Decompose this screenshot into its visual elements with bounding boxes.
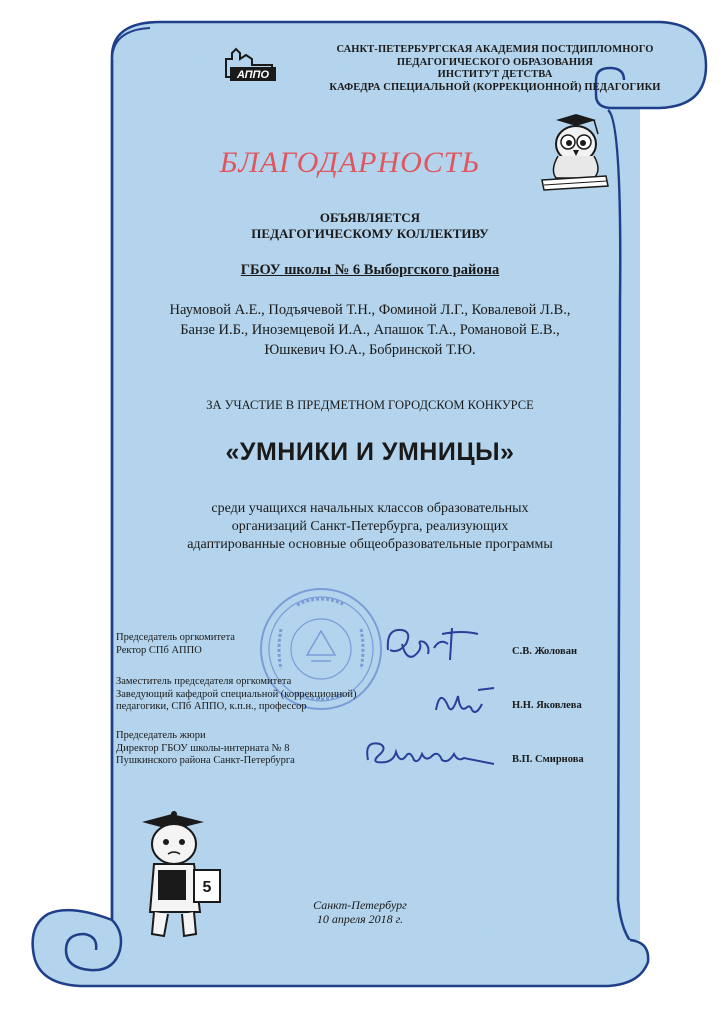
- announcement-line: ОБЪЯВЛЯЕТСЯ: [319, 210, 421, 225]
- participation-text: ЗА УЧАСТИЕ В ПРЕДМЕТНОМ ГОРОДСКОМ КОНКУРСЕ: [206, 398, 534, 412]
- contest-description: [120, 500, 620, 554]
- logo-text: АППО: [236, 69, 270, 81]
- date: 10 апреля 2018 г.: [316, 912, 404, 926]
- signature-3: [360, 734, 500, 774]
- signatory-title: Ректор СПб АППО: [116, 644, 202, 656]
- header-line: ПЕДАГОГИЧЕСКОГО ОБРАЗОВАНИЯ: [396, 56, 594, 68]
- signatory-title: Заместитель председателя оргкомитета: [116, 676, 292, 687]
- teacher-names: [108, 300, 632, 360]
- signatory-title: Пушкинского района Санкт-Петербурга: [116, 755, 295, 766]
- announcement: [160, 210, 580, 242]
- signatory-title: Председатель жюри: [116, 730, 206, 741]
- description-line: адаптированные основные общеобразовательные программы: [187, 537, 553, 552]
- appo-logo: [222, 47, 280, 85]
- contest-name: «УМНИКИ И УМНИЦЫ»: [225, 438, 515, 466]
- student-illustration: [134, 808, 234, 943]
- document-title: БЛАГОДАРНОСТЬ: [219, 146, 481, 179]
- student-badge-number: 5: [202, 879, 212, 896]
- signatory-3: [116, 730, 295, 768]
- announcement-line: ПЕДАГОГИЧЕСКОМУ КОЛЛЕКТИВУ: [251, 226, 489, 241]
- signature-1: [378, 620, 486, 670]
- signatory-name: С.В. Жолован: [512, 646, 578, 657]
- signatory-title: педагогики, СПб АППО, к.п.н., профессор: [116, 701, 307, 712]
- description-line: среди учащихся начальных классов образовательных: [211, 501, 529, 516]
- signatory-name: Н.Н. Яковлева: [512, 700, 582, 711]
- school-name: ГБОУ школы № 6 Выборгского района: [240, 262, 500, 278]
- signature-2: [430, 682, 500, 722]
- header-line: КАФЕДРА СПЕЦИАЛЬНОЙ (КОРРЕКЦИОННОЙ) ПЕДАГОГИКИ: [329, 81, 661, 93]
- place-and-date: [290, 898, 430, 926]
- signatory-2: [116, 676, 356, 714]
- names-line: Юшкевич Ю.А., Бобринской Т.Ю.: [264, 342, 476, 358]
- signatory-title: Заведующий кафедрой специальной (коррекционной): [116, 688, 357, 700]
- signatory-name: В.П. Смирнова: [512, 754, 584, 765]
- signatory-title: Директор ГБОУ школы-интерната № 8: [116, 742, 290, 754]
- names-line: Наумовой А.Е., Подъячевой Т.Н., Фоминой Л.Г., Ковалевой Л.В.,: [169, 302, 571, 318]
- signatory-title: Председатель оргкомитета: [116, 632, 235, 643]
- city: Санкт-Петербург: [313, 898, 407, 912]
- header-line: ИНСТИТУТ ДЕТСТВА: [437, 69, 553, 80]
- header-institution: [290, 44, 700, 94]
- names-line: Банзе И.Б., Иноземцевой И.А., Апашок Т.А., Романовой Е.В.,: [180, 322, 560, 338]
- header-line: САНКТ-ПЕТЕРБУРГСКАЯ АКАДЕМИЯ ПОСТДИПЛОМНОГО: [336, 44, 654, 55]
- description-line: организаций Санкт-Петербурга, реализующих: [231, 519, 509, 534]
- signatory-1: [116, 632, 235, 657]
